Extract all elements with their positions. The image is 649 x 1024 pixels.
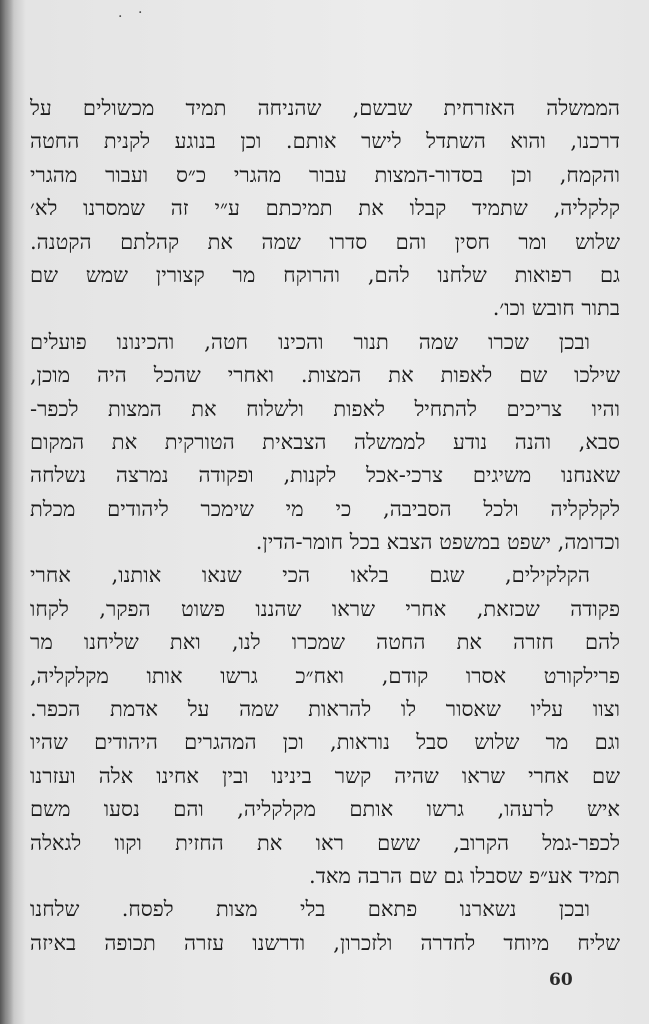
text-line: להם חזרה את החטה שמכרו לנו, ואת שליחנו מר (30, 630, 620, 655)
text-line: שם אחרי שראו שהיה קשר בינינו ובין אחינו אלה ועזרנו (30, 763, 620, 788)
text-line: וגם מר שלוש סבל נוראות, וכן המהגרים היהודים שהיו (30, 730, 620, 755)
page-number: 60 (549, 970, 573, 990)
text-line: הממשלה האזרחית שבשם, שהניחה תמיד מכשולים על (30, 96, 620, 120)
text-line: דרכנו, והוא השתדל לישר אותם. וכן בנוגע לקנית החטה (30, 129, 620, 154)
print-speck: · (138, 5, 143, 21)
binding-gutter (0, 0, 14, 1024)
text-line: לכפר-גמל הקרוב, ששם ראו את החזית וקוו לגאלה (30, 830, 620, 855)
text-line: שאנחנו משיגים צרכי-אכל לקנות, ופקודה נמרצה נשלחה (30, 463, 620, 488)
text-line: הקלקילים, שגם בלאו הכי שנאו אותנו, אחרי (30, 563, 590, 588)
text-line: לקלקליה ולכל הסביבה, כי מי שימכר ליהודים מכלת (30, 496, 620, 521)
text-line: איש לרעהו, גרשו אותם מקלקליה, והם נסעו משם (30, 797, 620, 822)
text-line: גם רפואות שלחנו להם, והרוקח מר קצורין שמש שם (30, 262, 620, 287)
text-line: וצוו עליו שאסור לו להראות שמה על אדמת הכפר. (30, 697, 620, 722)
text-line: תמיד אע״פ שסבלו גם שם הרבה מאד. (309, 863, 620, 888)
text-line: סבא, והנה נודע לממשלה הצבאית הטורקית את המקום (30, 429, 620, 454)
text-line: והיו צריכים להתחיל לאפות ולשלוח את המצות לכפר- (30, 396, 620, 421)
text-line: בתור חובש וכו׳. (492, 296, 620, 321)
text-line: שילכו שם לאפות את המצות. ואחרי שהכל היה מוכן, (30, 363, 620, 388)
text-line: שליח מיוחד לחדרה ולזכרון, ודרשנו עזרה תכופה באיזה (30, 930, 620, 955)
print-speck: · (118, 9, 123, 25)
text-line: וכדומה, ישפט במשפט הצבא בכל חומר-הדין. (255, 530, 620, 555)
text-line: שלוש ומר חסין והם סדרו שמה את קהלתם הקטנה. (30, 229, 620, 254)
hebrew-text-body (30, 92, 620, 960)
text-line: ובכן שכרו שמה תנור והכינו חטה, והכינונו פועלים (30, 329, 590, 354)
text-line: קלקליה, שתמיד קבלו את תמיכתם ע״י זה שמסרנו לא׳ (30, 196, 620, 221)
text-line: פרילקורט אסרו קודם, ואח״כ גרשו אותו מקלקליה, (30, 663, 620, 688)
text-line: פקודה שכזאת, אחרי שראו שהננו פשוט הפקר, לקחו (30, 596, 620, 621)
text-line: והקמח, וכן בסדור-המצות עבור מהגרי כ״ס ועבור מהגרי (30, 162, 620, 187)
text-line: ובכן נשארנו פתאם בלי מצות לפסח. שלחנו (30, 897, 590, 922)
